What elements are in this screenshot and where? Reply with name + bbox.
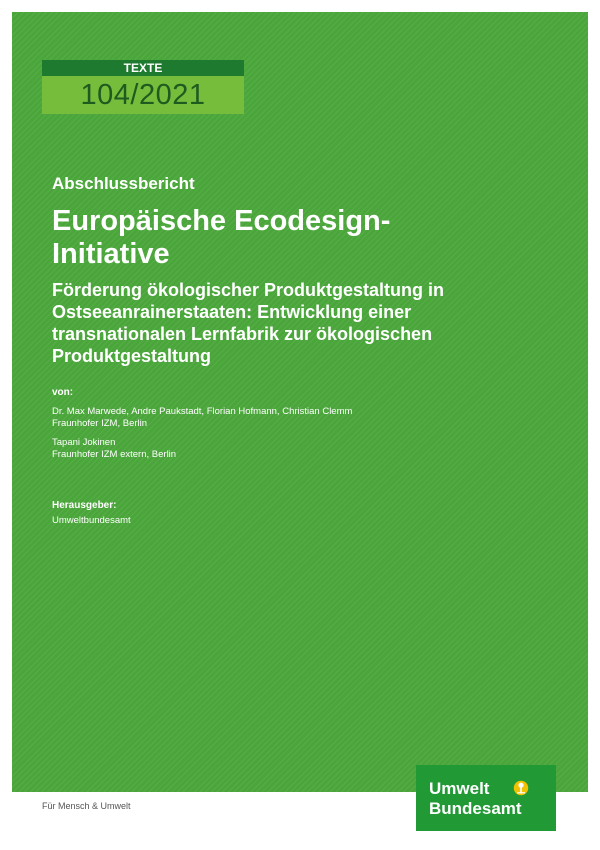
authors-label: von: — [52, 387, 74, 398]
document-subtitle — [52, 279, 572, 367]
author-affiliation: Fraunhofer IZM extern, Berlin — [52, 449, 177, 460]
logo-line-2: Bundesamt — [429, 799, 522, 818]
author-names: Tapani Jokinen — [52, 437, 116, 448]
subtitle-line: Produktgestaltung — [52, 346, 212, 366]
subtitle-line: Ostseeanrainerstaaten: Entwicklung einer — [52, 302, 412, 322]
footer-slogan: Für Mensch & Umwelt — [42, 801, 131, 811]
umweltbundesamt-logo — [416, 765, 556, 831]
publisher-name: Umweltbundesamt — [52, 515, 131, 526]
tree-circle-icon — [513, 780, 529, 796]
author-affiliation: Fraunhofer IZM, Berlin — [52, 418, 148, 429]
subtitle-line: transnationalen Lernfabrik zur ökologischen — [52, 324, 433, 344]
author-group — [52, 406, 352, 430]
series-label: TEXTE — [42, 60, 244, 76]
author-names: Dr. Max Marwede, Andre Paukstadt, Florian Hofmann, Christian Clemm — [52, 406, 353, 417]
series-box — [42, 60, 244, 114]
title-line: Europäische Ecodesign- — [52, 205, 391, 237]
series-number: 104/2021 — [42, 76, 244, 114]
title-line: Initiative — [52, 238, 170, 270]
document-type: Abschlussbericht — [52, 174, 195, 193]
author-group — [52, 437, 176, 461]
subtitle-line: Förderung ökologischer Produktgestaltung in — [52, 280, 445, 300]
document-title — [52, 205, 572, 271]
publisher-label: Herausgeber: — [52, 500, 117, 511]
logo-line-1: Umwelt — [429, 779, 490, 798]
cover-panel — [12, 12, 588, 792]
